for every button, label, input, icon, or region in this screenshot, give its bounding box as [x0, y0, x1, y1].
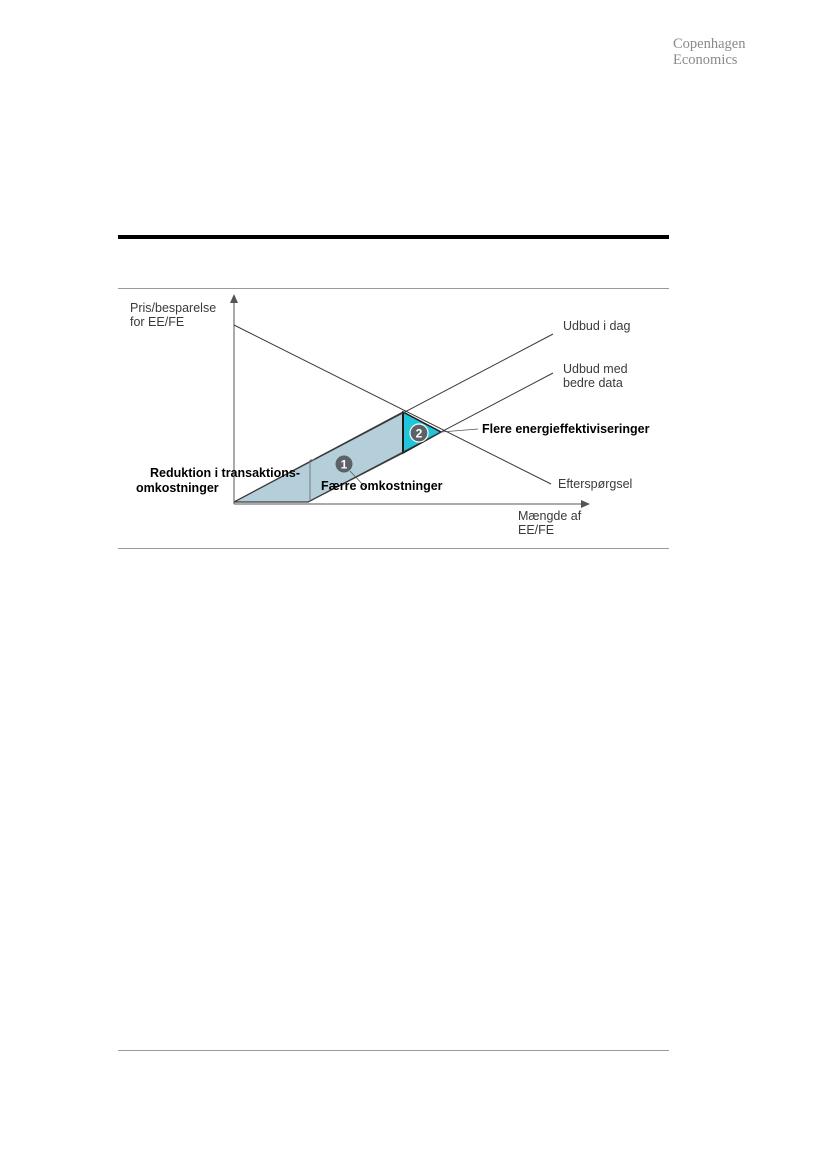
logo-line-2: Economics	[673, 52, 738, 68]
supply-better-data-label-line-1: Udbud med	[563, 362, 628, 376]
y-axis-label-line-2: for EE/FE	[130, 315, 185, 329]
y-axis-label-line-1: Pris/besparelse	[130, 301, 217, 315]
logo-line-1: Copenhagen	[673, 36, 746, 52]
x-axis-label-line-1: Mængde af	[518, 509, 582, 523]
reduction-label-line-2: omkostninger	[136, 481, 219, 495]
area2-label: Flere energieffektiviseringer	[482, 422, 650, 436]
badge-2-number: 2	[415, 426, 423, 441]
supply-today-label: Udbud i dag	[563, 319, 631, 333]
demand-line	[234, 325, 551, 484]
badge-1-number: 1	[340, 457, 348, 472]
y-axis-arrow-icon	[230, 294, 238, 303]
area1-label: Færre omkostninger	[321, 479, 443, 493]
x-axis-label-line-2: EE/FE	[518, 523, 555, 537]
page-footer-rule	[118, 1050, 669, 1051]
supply-better-data-label-line-2: bedre data	[563, 376, 623, 390]
reduction-label-line-1: Reduktion i transaktions-	[150, 466, 301, 480]
figure-top-rule	[118, 235, 669, 239]
demand-label: Efterspørgsel	[558, 477, 633, 491]
x-axis-arrow-icon	[581, 500, 590, 508]
company-logo	[673, 36, 745, 68]
diagram-canvas	[118, 288, 669, 550]
badge-2	[410, 424, 428, 442]
supply-demand-diagram	[118, 288, 669, 550]
badge-1	[336, 456, 353, 473]
